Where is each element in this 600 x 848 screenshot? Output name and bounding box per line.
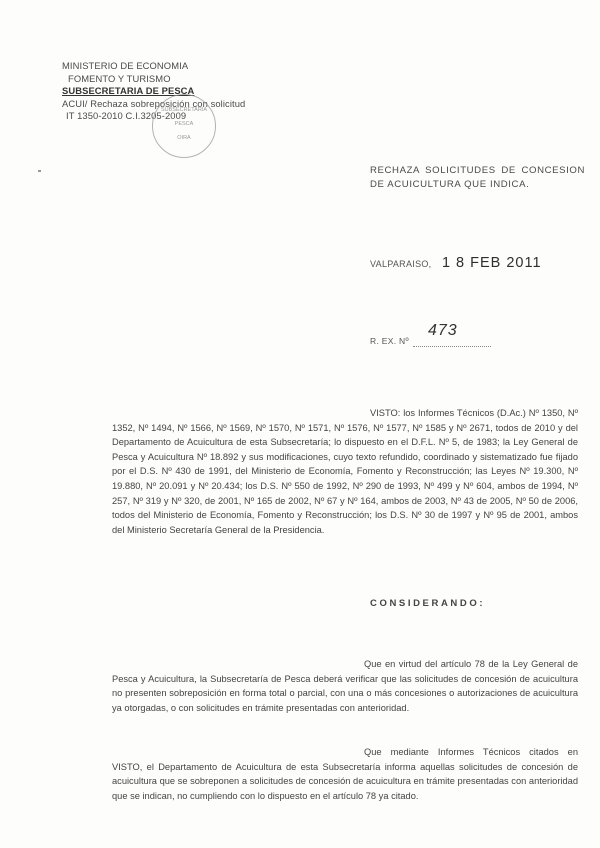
considerando-text-2: Que mediante Informes Técnicos citados en VISTO, el Departamento de Acuicultura de esta Subsecretaría informa aquellas solicitudes de concesión de acuicultura que se sobreponen a solicitudes de concesión de acuicultura en trámite presentadas con anterioridad que se indican, no cumpliendo con lo dispuesto en el artículo 78 ya citado. [112,747,578,801]
date-line [370,254,542,272]
date-label: VALPARAISO, [370,259,432,269]
stamp-text-mid: PESCA [174,121,194,127]
margin-mark [38,170,41,172]
resolution-label: R. EX. Nº [370,336,409,346]
considerando-paragraph-2 [112,745,578,803]
ministry-line: MINISTERIO DE ECONOMIA [62,60,189,71]
visto-paragraph [112,406,578,537]
resolution-dotted-line [413,346,491,347]
stamp-text-top: SUBSECRETARIA [160,107,208,113]
resolution-number-value: 473 [428,322,458,339]
subsecretaria-line: SUBSECRETARIA DE PESCA [62,85,195,97]
office-stamp [152,94,216,158]
resolution-subject: RECHAZA SOLICITUDES DE CONCESION DE ACUICULTURA QUE INDICA. [370,165,585,190]
date-stamp: 1 8 FEB 2011 [441,255,542,271]
reference-numbers: IT 1350-2010 C.I.3205-2009 [66,110,187,122]
resolution-number [370,322,500,348]
considerando-text-1: Que en virtud del artículo 78 de la Ley General de Pesca y Acuicultura, la Subsecretaría de Pesca deberá verificar que las solicitudes de concesión de acuicultura no presenten sobreposición en forma total o parcial, con una o más concesiones o autorizaciones de acuicultura ya otorgadas, o con solicitudes en trámite presentadas con anterioridad. [112,659,578,713]
considerando-paragraph-1 [112,657,578,715]
stamp-text-bottom: OIRA [177,135,191,141]
visto-text: VISTO: los Informes Técnicos (D.Ac.) Nº 1350, Nº 1352, Nº 1494, Nº 1566, Nº 1569, Nº 1570, Nº 1571, Nº 1576, Nº 1577, Nº 1585 y Nº 2671, todos de 2010 y del Departamento de Acuicultura de esta Subsecretaría; lo dispuesto en el D.F.L. Nº 5, de 1983; la Ley General de Pesca y Acuicultura Nº 18.892 y sus modificaciones, cuyo texto refundido, coordinado y sistematizado fue fijado por el D.S. Nº 430 de 1991, del Ministerio de Economía, Fomento y Reconstrucción; las Leyes Nº 19.300, Nº 19.880, Nº 20.091 y Nº 20.434; los D.S. Nº 550 de 1992, Nº 290 de 1993, Nº 499 y Nº 604, ambos de 1994, Nº 257, Nº 319 y Nº 320, de 2001, Nº 165 de 2002, Nº 67 y Nº 164, ambos de 2003, Nº 43 de 2005, Nº 50 de 2006, todos del Ministerio de Economía, Fomento y Reconstrucción; los D.S. Nº 30 de 1997 y Nº 95 de 2001, ambos del Ministerio Secretaría General de la Presidencia. [112,408,578,535]
reference-line: ACUI/ Rechaza sobreposición con solicitud [62,97,246,109]
ministry-subline: FOMENTO Y TURISMO [68,72,171,84]
considerando-heading: CONSIDERANDO: [370,598,486,609]
